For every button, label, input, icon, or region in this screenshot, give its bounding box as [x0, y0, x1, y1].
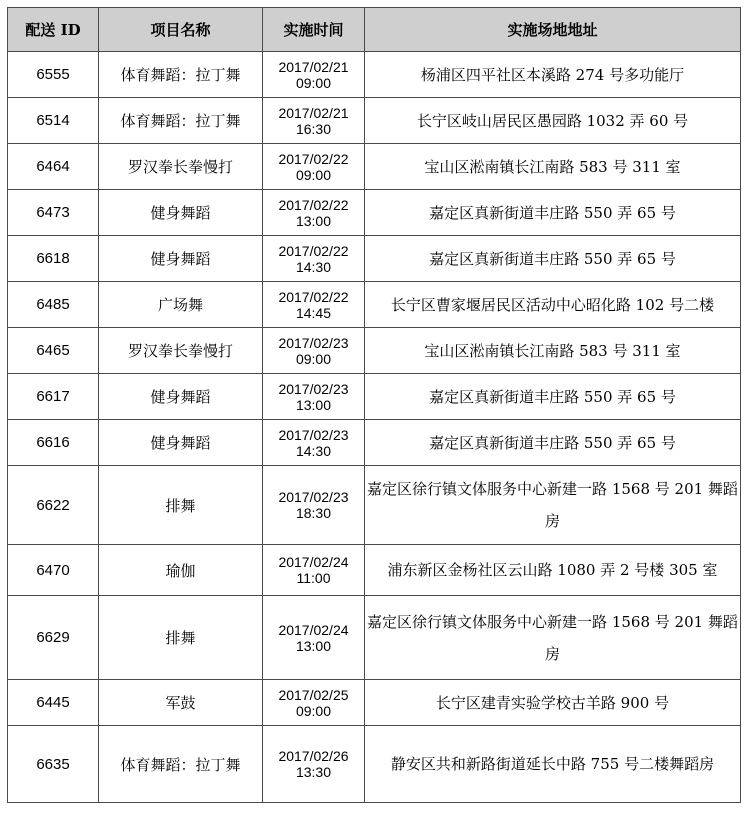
address-cell: 浦东新区金杨社区云山路 1080 弄 2 号楼 305 室 — [365, 545, 741, 596]
time-cell — [263, 328, 365, 374]
table-row — [8, 420, 741, 466]
table-row — [8, 328, 741, 374]
address-cell: 长宁区建青实验学校古羊路 900 号 — [365, 680, 741, 726]
address-cell: 嘉定区真新街道丰庄路 550 弄 65 号 — [365, 420, 741, 466]
clock-text: 13:00 — [295, 637, 332, 654]
address-cell: 长宁区岐山居民区愚园路 1032 弄 60 号 — [365, 98, 741, 144]
clock-text: 13:00 — [295, 396, 332, 413]
table-row — [8, 466, 741, 545]
header-row — [8, 8, 741, 52]
clock-text: 14:30 — [295, 258, 332, 275]
address-cell: 杨浦区四平社区本溪路 274 号多功能厅 — [365, 52, 741, 98]
date-text: 2017/02/22 — [278, 288, 349, 305]
delivery-id-cell: 6635 — [8, 726, 99, 803]
time-cell — [263, 282, 365, 328]
project-name-cell: 体育舞蹈：拉丁舞 — [99, 52, 263, 98]
address-cell: 宝山区淞南镇长江南路 583 号 311 室 — [365, 328, 741, 374]
table-row — [8, 545, 741, 596]
time-cell — [263, 420, 365, 466]
delivery-id-cell: 6465 — [8, 328, 99, 374]
clock-text: 13:30 — [295, 764, 332, 780]
date-text: 2017/02/23 — [278, 426, 349, 443]
table-row — [8, 282, 741, 328]
header-project-name: 项目名称 — [99, 8, 263, 52]
header-venue-address: 实施场地地址 — [365, 8, 741, 52]
clock-text: 11:00 — [296, 570, 331, 586]
date-text: 2017/02/22 — [278, 196, 349, 213]
delivery-id-cell: 6555 — [8, 52, 99, 98]
date-text: 2017/02/23 — [278, 489, 349, 505]
time-cell — [263, 680, 365, 726]
delivery-id-cell: 6470 — [8, 545, 99, 596]
time-cell — [263, 596, 365, 680]
delivery-id-cell: 6618 — [8, 236, 99, 282]
time-cell — [263, 52, 365, 98]
time-cell — [263, 236, 365, 282]
table-row — [8, 52, 741, 98]
project-name-cell: 排舞 — [99, 466, 263, 545]
date-text: 2017/02/23 — [278, 334, 349, 351]
project-name-cell: 罗汉拳长拳慢打 — [99, 144, 263, 190]
delivery-id-cell: 6473 — [8, 190, 99, 236]
table-row — [8, 374, 741, 420]
time-cell — [263, 726, 365, 803]
project-name-cell: 广场舞 — [99, 282, 263, 328]
table-row — [8, 726, 741, 803]
table-row — [8, 98, 741, 144]
time-cell — [263, 545, 365, 596]
address-cell: 嘉定区真新街道丰庄路 550 弄 65 号 — [365, 190, 741, 236]
time-cell — [263, 466, 365, 545]
project-name-cell: 罗汉拳长拳慢打 — [99, 328, 263, 374]
clock-text: 14:45 — [295, 304, 332, 321]
clock-text: 09:00 — [295, 74, 332, 91]
project-name-cell: 健身舞蹈 — [99, 420, 263, 466]
date-text: 2017/02/22 — [278, 242, 349, 259]
date-text: 2017/02/22 — [278, 150, 349, 167]
address-cell: 嘉定区徐行镇文体服务中心新建一路 1568 号 201 舞蹈房 — [365, 596, 741, 680]
table-row — [8, 190, 741, 236]
delivery-id-cell: 6629 — [8, 596, 99, 680]
project-name-cell: 排舞 — [99, 596, 263, 680]
delivery-id-cell: 6622 — [8, 466, 99, 545]
project-name-cell: 健身舞蹈 — [99, 190, 263, 236]
header-implementation-time: 实施时间 — [263, 8, 365, 52]
distribution-schedule-table — [7, 7, 741, 803]
address-cell: 嘉定区徐行镇文体服务中心新建一路 1568 号 201 舞蹈房 — [365, 466, 741, 545]
project-name-cell: 体育舞蹈：拉丁舞 — [99, 98, 263, 144]
time-cell — [263, 374, 365, 420]
clock-text: 16:30 — [295, 120, 332, 137]
delivery-id-cell: 6485 — [8, 282, 99, 328]
delivery-id-cell: 6514 — [8, 98, 99, 144]
clock-text: 14:30 — [295, 442, 332, 459]
table-row — [8, 596, 741, 680]
date-text: 2017/02/24 — [278, 554, 349, 570]
delivery-id-cell: 6616 — [8, 420, 99, 466]
table-row — [8, 144, 741, 190]
time-cell — [263, 190, 365, 236]
date-text: 2017/02/25 — [278, 686, 349, 703]
clock-text: 13:00 — [295, 212, 332, 229]
project-name-cell: 健身舞蹈 — [99, 236, 263, 282]
date-text: 2017/02/21 — [278, 58, 349, 75]
date-text: 2017/02/24 — [278, 621, 349, 638]
date-text: 2017/02/21 — [278, 104, 349, 121]
address-cell: 嘉定区真新街道丰庄路 550 弄 65 号 — [365, 374, 741, 420]
clock-text: 09:00 — [295, 166, 332, 183]
address-cell: 静安区共和新路街道延长中路 755 号二楼舞蹈房 — [365, 726, 741, 803]
date-text: 2017/02/26 — [278, 748, 349, 764]
clock-text: 09:00 — [295, 350, 332, 367]
delivery-id-cell: 6445 — [8, 680, 99, 726]
address-cell: 宝山区淞南镇长江南路 583 号 311 室 — [365, 144, 741, 190]
project-name-cell: 军鼓 — [99, 680, 263, 726]
clock-text: 09:00 — [295, 702, 332, 719]
date-text: 2017/02/23 — [278, 380, 349, 397]
delivery-id-cell: 6464 — [8, 144, 99, 190]
header-delivery-id: 配送 ID — [8, 8, 99, 52]
address-cell: 长宁区曹家堰居民区活动中心昭化路 102 号二楼 — [365, 282, 741, 328]
time-cell — [263, 98, 365, 144]
project-name-cell: 健身舞蹈 — [99, 374, 263, 420]
table-row — [8, 236, 741, 282]
clock-text: 18:30 — [295, 505, 332, 521]
project-name-cell: 瑜伽 — [99, 545, 263, 596]
project-name-cell: 体育舞蹈：拉丁舞 — [99, 726, 263, 803]
time-cell — [263, 144, 365, 190]
delivery-id-cell: 6617 — [8, 374, 99, 420]
address-cell: 嘉定区真新街道丰庄路 550 弄 65 号 — [365, 236, 741, 282]
table-row — [8, 680, 741, 726]
